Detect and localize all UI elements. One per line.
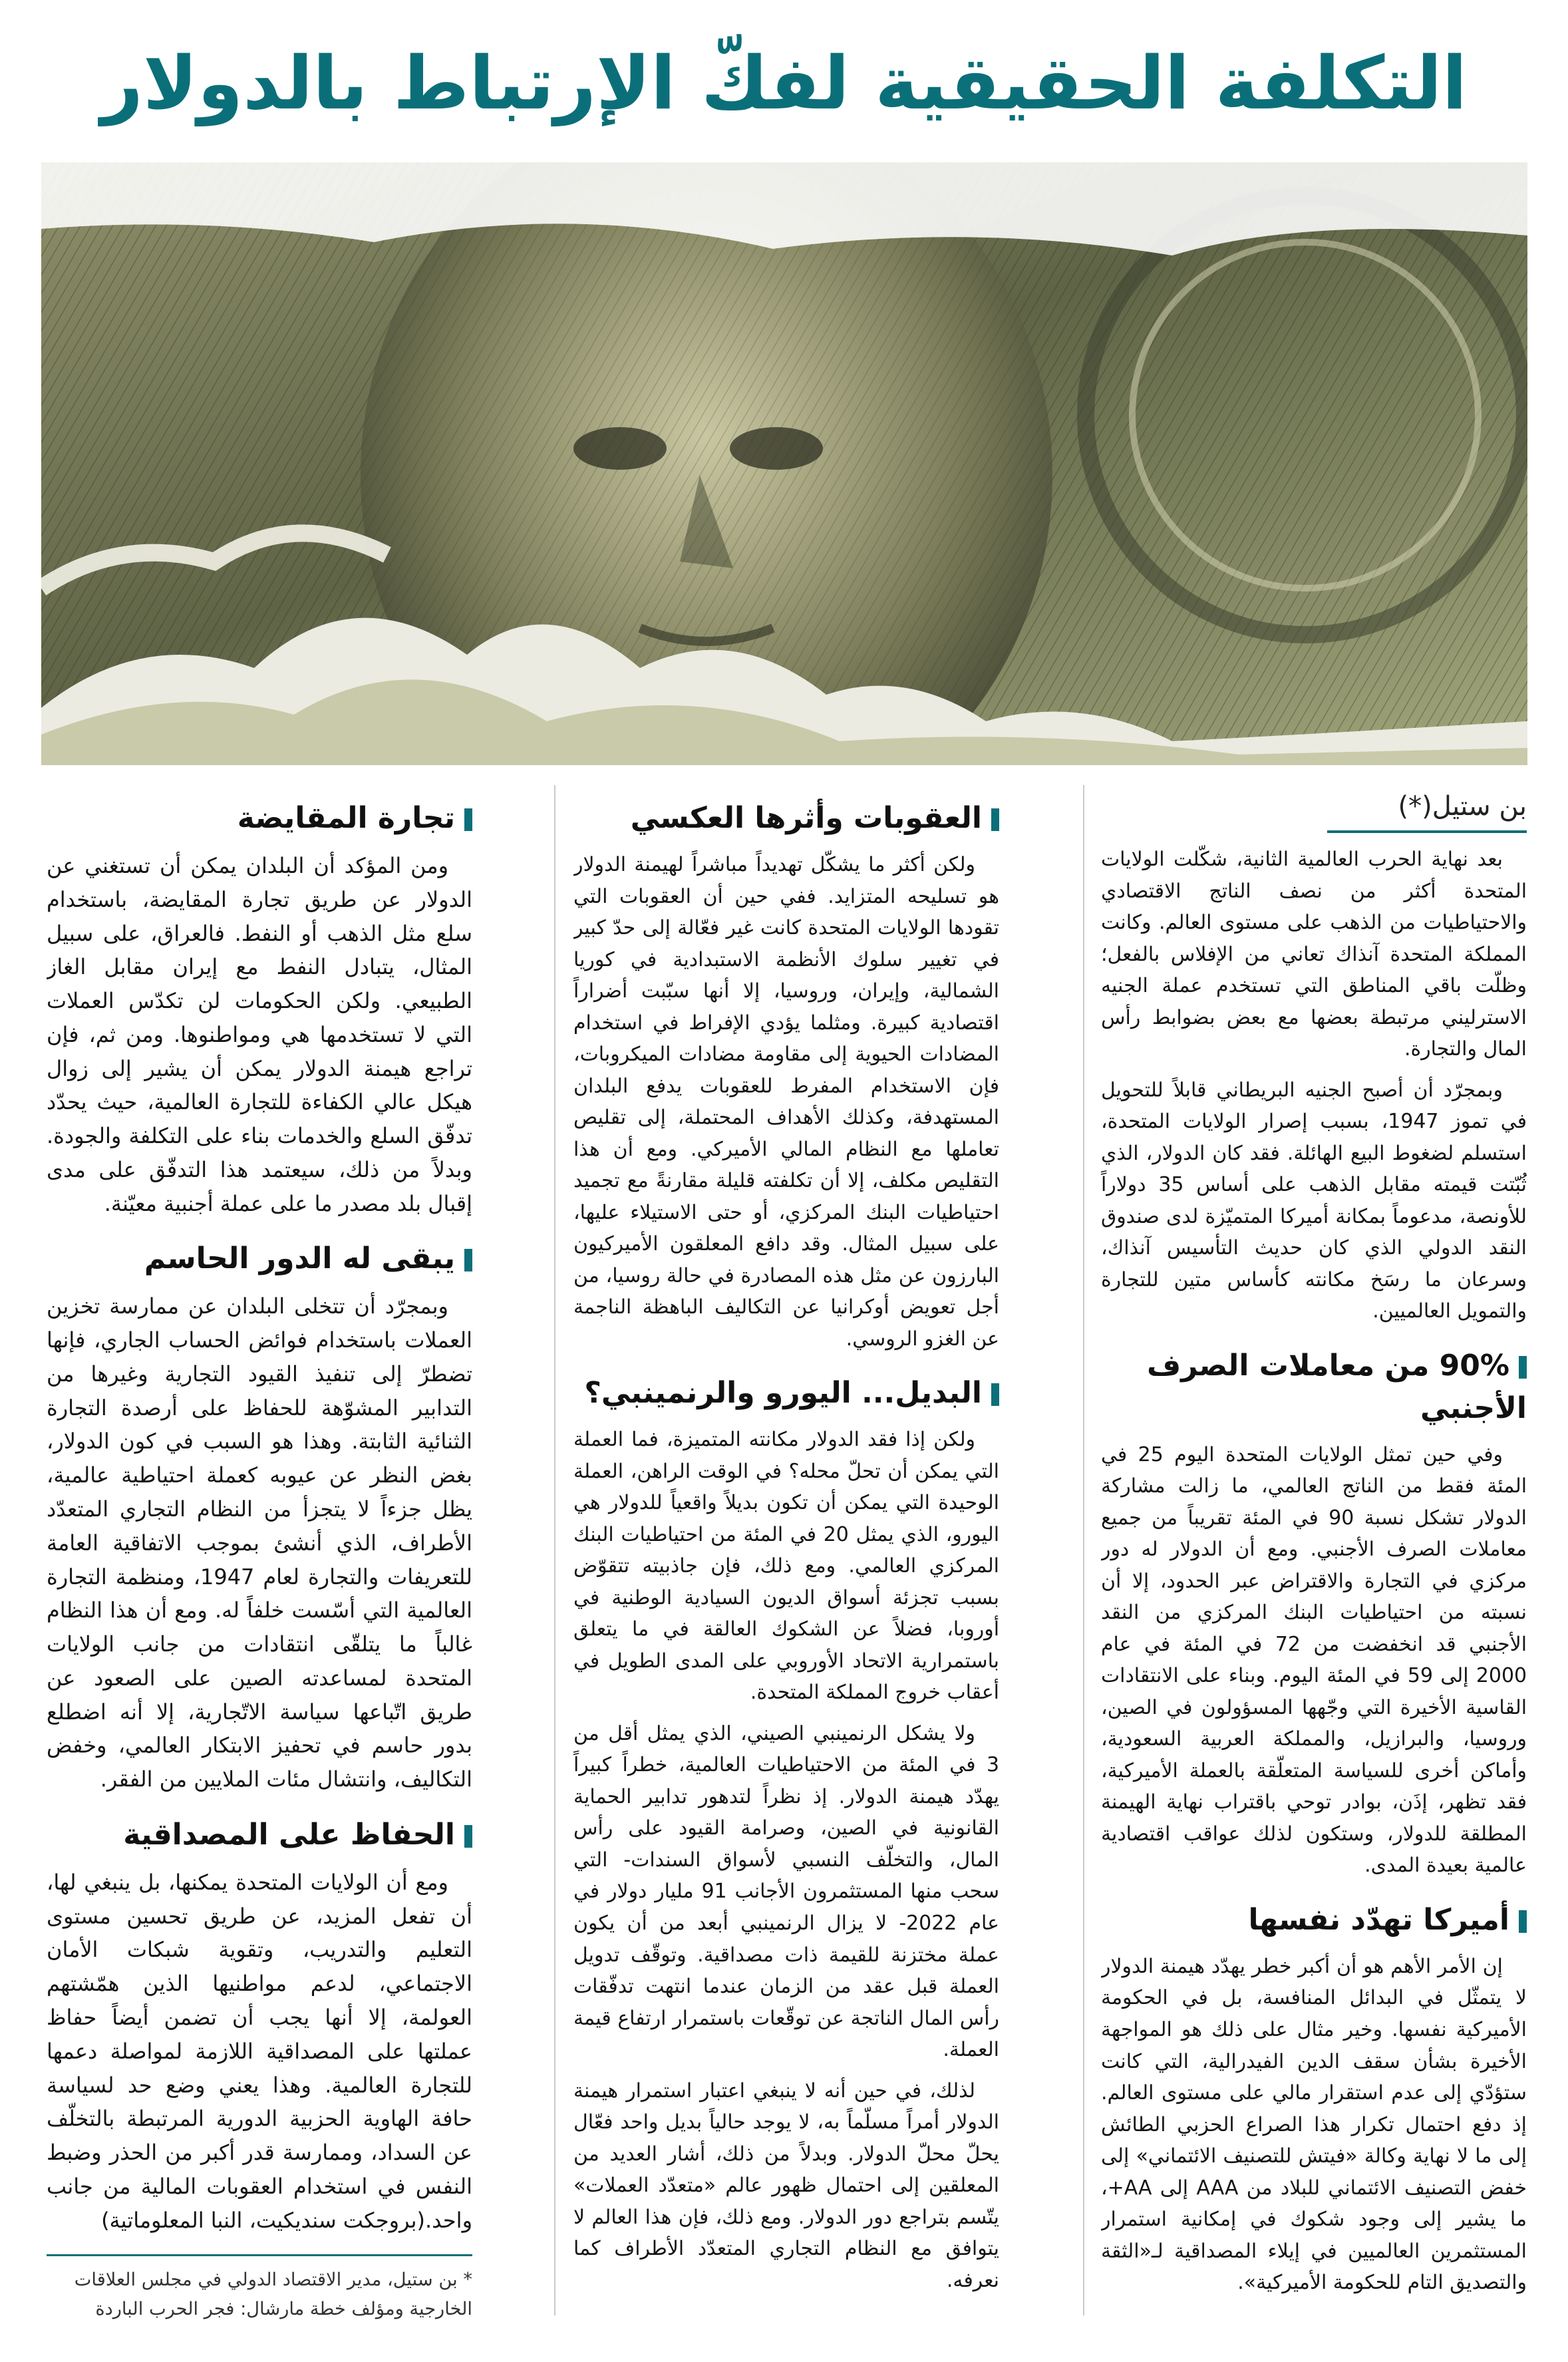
column-divider xyxy=(554,785,555,2315)
section-paragraph: ولكن إذا فقد الدولار مكانته المتميزة، فما العملة التي يمكن أن تحلّ محله؟ في الوقت الراهن، العملة الوحيدة التي يمكن أن تكون بديلاً واقعياً للدولار هي اليورو، الذي يمثل 20 في المئة من احتياطيات البنك المركزي العالمي. ومع ذلك، فإن جاذبيته تتقوّض بسبب تجزئة أسواق الديون السيادية الوطنية في أوروبا، فضلاً عن الشكوك العالقة في ما يتعلق باستمرارية الاتحاد الأوروبي على المدى الطويل في أعقاب خروج المملكة المتحدة. xyxy=(573,1428,999,1705)
column-divider xyxy=(1083,785,1084,2315)
banknote-illustration xyxy=(41,162,1527,765)
section-heading: البديل... اليورو والرنمينبي؟ xyxy=(573,1372,999,1415)
section-heading: 90% من معاملات الصرف الأجنبي xyxy=(1101,1345,1527,1430)
article-column-right xyxy=(1101,785,1527,2335)
byline-rule xyxy=(1327,830,1527,833)
section-paragraph: وفي حين تمثل الولايات المتحدة اليوم 25 في المئة فقط من الناتج العالمي، ما زالت مشاركة الدولار تشكل نسبة 90 في المئة تقريباً من جميع معاملات الصرف الأجنبي. ومع أن الدولار له دور مركزي في التجارة والاقتراض عبر الحدود، إلا أن نسبته من احتياطيات البنك المركزي من النقد الأجنبي قد انخفضت من 72 في المئة في عام 2000 إلى 59 في المئة اليوم. وبناء على الانتقادات القاسية الأخيرة التي وجّهها المسؤولون في الصين، وروسيا، والبرازيل، والمملكة العربية السعودية، وأماكن أخرى للسياسة المتعلّقة بالعملة الأميركية، فقد تظهر، إذَن، بوادر توحي باقتراب نهاية الهيمنة المطلقة للدولار، وستكون لذلك عواقب اقتصادية عالمية بعيدة المدى. xyxy=(1101,1442,1527,1878)
section-paragraph: وبمجرّد أن تتخلى البلدان عن ممارسة تخزين العملات باستخدام فوائض الحساب الجاري، فإنها تضطرّ إلى تنفيذ القيود التجارية وغيرها من التدابير المشوّهة للحفاظ على أرصدة التجارة الثنائية الثابتة. وهذا هو السبب في كون الدولار، بغض النظر عن عيوبه كعملة احتياطية عالمية، يظل جزءاً لا يتجزأ من النظام التجاري المتعدّد الأطراف، الذي أنشئ بموجب الاتفاقية العامة للتعريفات والتجارة لعام 1947، ومنظمة التجارة العالمية التي أسّست خلفاً له. ومع أن هذا النظام غالباً ما يتلقّى انتقادات من جانب الولايات المتحدة لمساعدته الصين على الصعود عن طريق اتّباعها سياسة الاتّجارية، إلا أنه اضطلع بدور حاسم في تحفيز الابتكار العالمي، وخفض التكاليف، وانتشال مئات الملايين من الفقر. xyxy=(47,1293,472,1792)
article-column-left xyxy=(47,785,472,2335)
headline: التكلفة الحقيقية لفكّ الإرتباط بالدولار xyxy=(100,41,1468,126)
dollar-bill-torn-photo xyxy=(41,162,1527,765)
section-heading: أميركا تهدّد نفسها xyxy=(1101,1899,1527,1941)
intro-paragraph: بعد نهاية الحرب العالمية الثانية، شكّلت الولايات المتحدة أكثر من نصف الناتج الاقتصادي والاحتياطيات من الذهب على مستوى العالم. وكانت المملكة المتحدة آنذاك تعاني من الإفلاس بالفعل؛ وظلّت باقي المناطق التي تستخدم عملة الجنيه الاسترليني مرتبطة بعضها مع بعض بضوابط رأس المال والتجارة. xyxy=(1101,848,1527,1061)
section-paragraph: ومع أن الولايات المتحدة يمكنها، بل ينبغي لها، أن تفعل المزيد، عن طريق تحسين مستوى التعليم والتدريب، وتقوية شبكات الأمان الاجتماعي، لدعم مواطنيها الذين همّشتهم العولمة، إلا أنها يجب أن تضمن أيضاً حفاظ عملتها على المصداقية اللازمة لمواصلة دعمها للتجارة العالمية. وهذا يعني وضع حد لسياسة حافة الهاوية الحزبية الدورية المرتبطة بالتخلّف عن السداد، وممارسة قدر أكبر من الحذر وضبط النفس في استخدام العقوبات المالية من جانب واحد.(بروجكت سنديكيت، النبا المعلوماتية) xyxy=(47,1869,472,2233)
section-heading: الحفاظ على المصداقية xyxy=(47,1814,472,1856)
section-paragraph: ومن المؤكد أن البلدان يمكن أن تستغني عن الدولار عن طريق تجارة المقايضة، باستخدام سلع مثل الذهب أو النفط. فالعراق، على سبيل المثال، يتبادل النفط مع إيران مقابل الغاز الطبيعي. ولكن الحكومات لن تكدّس العملات التي لا تستخدمها هي ومواطنوها. ومن ثم، فإن تراجع هيمنة الدولار يمكن أن يشير إلى زوال هيكل عالي الكفاءة للتجارة العالمية، حيث يحدّد تدفّق السلع والخدمات بناء على التكلفة والجودة. وبدلاً من ذلك، سيعتمد هذا التدفّق على مدى إقبال بلد مصدر ما على عملة أجنبية معيّنة. xyxy=(47,853,472,1216)
article-column-middle xyxy=(573,785,999,2335)
author-footnote: * بن ستيل، مدير الاقتصاد الدولي في مجلس العلاقات الخارجية ومؤلف خطة مارشال: فجر الحرب الباردة xyxy=(47,2254,472,2323)
section-heading: يبقى له الدور الحاسم xyxy=(47,1238,472,1280)
section-paragraph: ولا يشكل الرنمينبي الصيني، الذي يمثل أقل من 3 في المئة من الاحتياطيات العالمية، خطراً كبيراً يهدّد هيمنة الدولار. إذ نظراً لتدهور تدابير الحماية القانونية في الصين، وصرامة القيود على رأس المال، والتخلّف النسبي لأسواق السندات- التي سحب منها المستثمرون الأجانب 91 مليار دولار في عام 2022- لا يزال الرنمينبي أبعد من أن يكون عملة مختزنة للقيمة ذات مصداقية. وتوقّف تدويل العملة قبل عقد من الزمان عندما انتهت تدفّقات رأس المال الناتجة عن توقّعات باستمرار ارتفاع قيمة العملة. xyxy=(573,1721,999,2062)
section-paragraph: إن الأمر الأهم هو أن أكبر خطر يهدّد هيمنة الدولار لا يتمثّل في البدائل المنافسة، بل في الحكومة الأميركية نفسها. وخير مثال على ذلك هو المواجهة الأخيرة بشأن سقف الدين الفيدرالية، التي كانت ستؤدّي إلى عدم استقرار مالي على مستوى العالم. إذ دفع احتمال تكرار هذا الصراع الحزبي الطائش إلى ما لا نهاية وكالة «فيتش للتصنيف الائتماني» إلى خفض التصنيف الائتماني للبلاد من AAA إلى AA+، ما يشير إلى وجود شكوك في إمكانية استمرار المستثمرين العالميين في إيلاء المصداقية لـ«الثقة والتصديق التام للحكومة الأميركية». xyxy=(1101,1954,1527,2295)
section-heading: تجارة المقايضة xyxy=(47,797,472,840)
intro-paragraph: وبمجرّد أن أصبح الجنيه البريطاني قابلاً للتحويل في تموز 1947، بسبب إصرار الولايات المتحدة، استسلم لضغوط البيع الهائلة. فقد كان الدولار، الذي ثُبّتت قيمته مقابل الذهب على أساس 35 دولاراً للأونصة، مدعوماً بمكانة أميركا المتميّزة لدى صندوق النقد الدولي الذي كان حديث التأسيس آنذاك، وسرعان ما رسَخ مكانته كأساس متين للتجارة والتمويل العالميين. xyxy=(1101,1078,1527,1323)
section-heading: العقوبات وأثرها العكسي xyxy=(573,797,999,840)
byline: بن ستيل(*) xyxy=(1398,791,1527,822)
section-paragraph: ولكن أكثر ما يشكّل تهديداً مباشراً لهيمنة الدولار هو تسليحه المتزايد. ففي حين أن العقوبات التي تقودها الولايات المتحدة كانت غير فعّالة إلى حدّ كبير في تغيير سلوك الأنظمة الاستبدادية في كوريا الشمالية، وإيران، وروسيا، إلا أنها سبّبت أضراراً اقتصادية كبيرة. ومثلما يؤدي الإفراط في استخدام المضادات الحيوية إلى مقاومة مضادات الميكروبات، فإن الاستخدام المفرط للعقوبات يدفع البلدان المستهدفة، وكذلك الأهداف المحتملة، إلى تقليص تعاملها مع النظام المالي الأميركي. ومع أن هذا التقليص مكلف، إلا أن تكلفته قليلة مقارنةً مع تجميد احتياطيات البنك المركزي، أو حتى الاستيلاء عليها، على سبيل المثال. وقد دافع المعلقون الأميركيون البارزون عن مثل هذه المصادرة في حالة روسيا، من أجل تعويض أوكرانيا عن التكاليف الباهظة الناجمة عن الغزو الروسي. xyxy=(573,853,999,1351)
section-paragraph: لذلك، في حين أنه لا ينبغي اعتبار استمرار هيمنة الدولار أمراً مسلّماً به، لا يوجد حالياً بديل واحد فعّال يحلّ محلّ الدولار. وبدلاً من ذلك، أشار العديد من المعلقين إلى احتمال ظهور عالم «متعدّد العملات» يتّسم بتراجع دور الدولار. ومع ذلك، فإن هذا العالم لا يتوافق مع النظام التجاري المتعدّد الأطراف كما نعرفه. xyxy=(573,2079,999,2292)
